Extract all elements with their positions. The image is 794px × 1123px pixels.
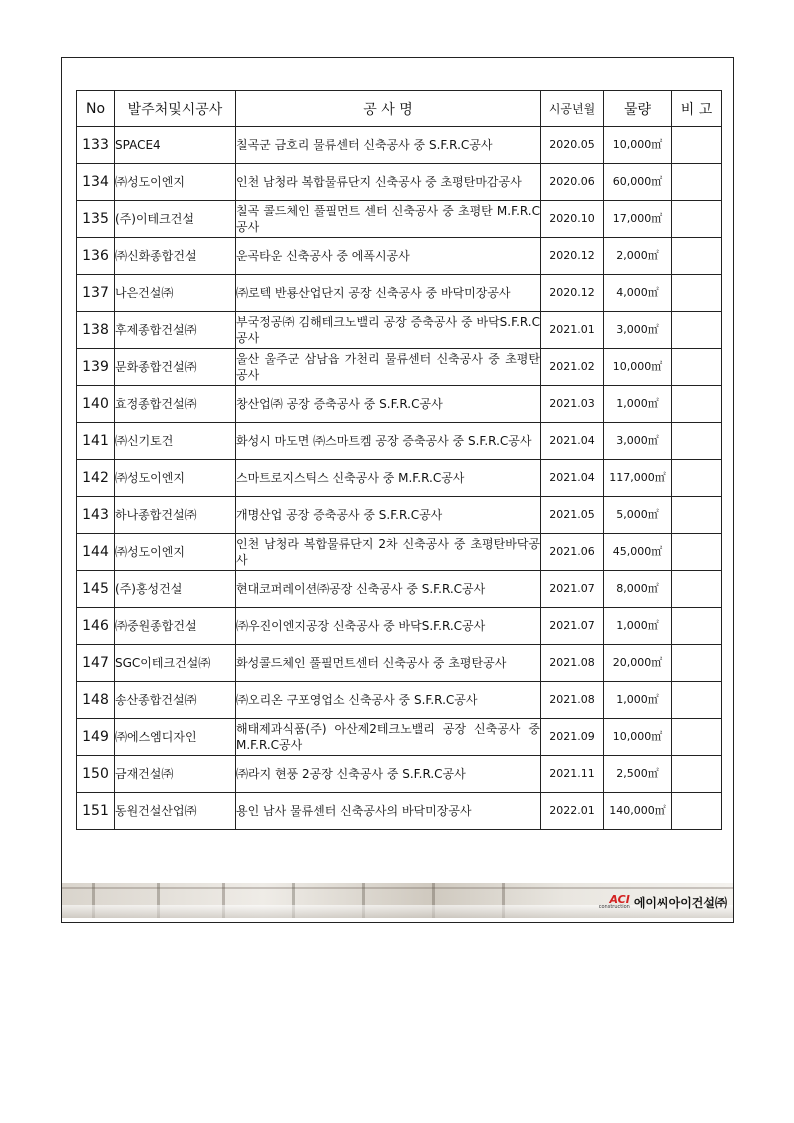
row-note: [672, 423, 722, 460]
row-no: 134: [77, 164, 115, 201]
row-quantity: 3,000㎡: [604, 312, 672, 349]
row-client: 송산종합건설㈜: [115, 682, 236, 719]
row-date: 2021.09: [541, 719, 604, 756]
row-project: ㈜라지 현풍 2공장 신축공사 중 S.F.R.C공사: [236, 756, 541, 793]
row-quantity: 17,000㎡: [604, 201, 672, 238]
row-date: 2021.05: [541, 497, 604, 534]
row-no: 149: [77, 719, 115, 756]
row-project: 개명산업 공장 증축공사 중 S.F.R.C공사: [236, 497, 541, 534]
header-date: 시공년월: [541, 91, 604, 127]
row-no: 146: [77, 608, 115, 645]
row-quantity: 4,000㎡: [604, 275, 672, 312]
row-project: 현대코퍼레이션㈜공장 신축공사 중 S.F.R.C공사: [236, 571, 541, 608]
table-row: [77, 682, 722, 719]
row-date: 2022.01: [541, 793, 604, 830]
company-brand: [599, 891, 727, 913]
row-date: 2021.04: [541, 460, 604, 497]
row-client: ㈜신기토건: [115, 423, 236, 460]
row-note: [672, 682, 722, 719]
row-note: [672, 608, 722, 645]
row-no: 151: [77, 793, 115, 830]
row-project: 칠곡군 금호리 물류센터 신축공사 중 S.F.R.C공사: [236, 127, 541, 164]
row-note: [672, 164, 722, 201]
row-project: ㈜우진이엔지공장 신축공사 중 바닥S.F.R.C공사: [236, 608, 541, 645]
row-quantity: 10,000㎡: [604, 349, 672, 386]
table-row: [77, 608, 722, 645]
row-project: 화성시 마도면 ㈜스마트켐 공장 증축공사 중 S.F.R.C공사: [236, 423, 541, 460]
row-note: [672, 719, 722, 756]
row-project: 칠곡 콜드체인 풀필먼트 센터 신축공사 중 초평탄 M.F.R.C공사: [236, 201, 541, 238]
row-date: 2020.05: [541, 127, 604, 164]
row-project: ㈜로텍 반룡산업단지 공장 신축공사 중 바닥미장공사: [236, 275, 541, 312]
logo-subtitle: construction: [598, 904, 630, 910]
row-quantity: 117,000㎡: [604, 460, 672, 497]
header-client: 발주처및시공사: [115, 91, 236, 127]
table-row: [77, 164, 722, 201]
document-frame: [61, 57, 734, 923]
row-quantity: 5,000㎡: [604, 497, 672, 534]
row-quantity: 8,000㎡: [604, 571, 672, 608]
table-row: [77, 386, 722, 423]
row-date: 2020.12: [541, 238, 604, 275]
row-note: [672, 312, 722, 349]
row-date: 2021.11: [541, 756, 604, 793]
row-quantity: 20,000㎡: [604, 645, 672, 682]
row-note: [672, 386, 722, 423]
header-project: 공 사 명: [236, 91, 541, 127]
row-quantity: 45,000㎡: [604, 534, 672, 571]
row-project: 창산업㈜ 공장 증축공사 중 S.F.R.C공사: [236, 386, 541, 423]
row-project: 울산 울주군 삼남읍 가천리 물류센터 신축공사 중 초평탄공사: [236, 349, 541, 386]
row-date: 2021.06: [541, 534, 604, 571]
table-row: [77, 497, 722, 534]
row-client: (주)이테크건설: [115, 201, 236, 238]
table-row: [77, 645, 722, 682]
row-date: 2020.10: [541, 201, 604, 238]
row-note: [672, 238, 722, 275]
row-no: 143: [77, 497, 115, 534]
row-client: ㈜에스엠디자인: [115, 719, 236, 756]
banner-ceiling-line: [62, 887, 733, 889]
table-row: [77, 201, 722, 238]
table-row: [77, 349, 722, 386]
row-no: 140: [77, 386, 115, 423]
row-quantity: 2,500㎡: [604, 756, 672, 793]
row-project: 스마트로지스틱스 신축공사 중 M.F.R.C공사: [236, 460, 541, 497]
header-quantity: 물량: [604, 91, 672, 127]
row-note: [672, 127, 722, 164]
row-client: ㈜성도이엔지: [115, 534, 236, 571]
row-date: 2021.01: [541, 312, 604, 349]
row-no: 141: [77, 423, 115, 460]
row-client: 나은건설㈜: [115, 275, 236, 312]
header-note: 비 고: [672, 91, 722, 127]
row-date: 2021.03: [541, 386, 604, 423]
table-row: [77, 793, 722, 830]
row-client: 금재건설㈜: [115, 756, 236, 793]
row-client: ㈜신화종합건설: [115, 238, 236, 275]
row-note: [672, 497, 722, 534]
row-quantity: 1,000㎡: [604, 386, 672, 423]
row-quantity: 2,000㎡: [604, 238, 672, 275]
row-no: 148: [77, 682, 115, 719]
row-no: 133: [77, 127, 115, 164]
row-project: ㈜오리온 구포영업소 신축공사 중 S.F.R.C공사: [236, 682, 541, 719]
row-client: 후제종합건설㈜: [115, 312, 236, 349]
row-client: SGC이테크건설㈜: [115, 645, 236, 682]
row-no: 142: [77, 460, 115, 497]
row-client: ㈜성도이엔지: [115, 164, 236, 201]
logo-mark: ACI: [609, 893, 630, 906]
table-row: [77, 534, 722, 571]
row-note: [672, 756, 722, 793]
row-date: 2021.07: [541, 608, 604, 645]
row-project: 화성콜드체인 풀필먼트센터 신축공사 중 초평탄공사: [236, 645, 541, 682]
table-row: [77, 275, 722, 312]
row-date: 2021.07: [541, 571, 604, 608]
row-date: 2021.02: [541, 349, 604, 386]
row-date: 2021.08: [541, 682, 604, 719]
row-project: 해태제과식품(주) 아산제2테크노밸리 공장 신축공사 중 M.F.R.C공사: [236, 719, 541, 756]
company-logo: [599, 894, 630, 910]
row-quantity: 60,000㎡: [604, 164, 672, 201]
works-table: [76, 90, 722, 830]
row-quantity: 10,000㎡: [604, 127, 672, 164]
row-quantity: 10,000㎡: [604, 719, 672, 756]
row-project: 용인 남사 물류센터 신축공사의 바닥미장공사: [236, 793, 541, 830]
row-note: [672, 534, 722, 571]
row-no: 139: [77, 349, 115, 386]
row-client: 동원건설산업㈜: [115, 793, 236, 830]
row-no: 150: [77, 756, 115, 793]
row-project: 인천 남청라 복합물류단지 신축공사 중 초평탄마감공사: [236, 164, 541, 201]
row-client: 하나종합건설㈜: [115, 497, 236, 534]
row-date: 2021.08: [541, 645, 604, 682]
row-client: 문화종합건설㈜: [115, 349, 236, 386]
company-name: 에이씨아이건설㈜: [633, 895, 727, 910]
header-no: No: [77, 91, 115, 127]
row-note: [672, 571, 722, 608]
row-note: [672, 349, 722, 386]
row-no: 147: [77, 645, 115, 682]
row-no: 135: [77, 201, 115, 238]
row-quantity: 3,000㎡: [604, 423, 672, 460]
row-client: ㈜성도이엔지: [115, 460, 236, 497]
row-no: 137: [77, 275, 115, 312]
row-no: 138: [77, 312, 115, 349]
row-quantity: 140,000㎡: [604, 793, 672, 830]
table-row: [77, 423, 722, 460]
row-client: 효정종합건설㈜: [115, 386, 236, 423]
table-row: [77, 719, 722, 756]
footer-banner: [62, 883, 733, 918]
row-note: [672, 460, 722, 497]
table-row: [77, 571, 722, 608]
table-row: [77, 312, 722, 349]
row-no: 136: [77, 238, 115, 275]
row-note: [672, 275, 722, 312]
row-quantity: 1,000㎡: [604, 682, 672, 719]
row-client: SPACE4: [115, 127, 236, 164]
row-note: [672, 201, 722, 238]
row-quantity: 1,000㎡: [604, 608, 672, 645]
row-note: [672, 793, 722, 830]
row-date: 2020.12: [541, 275, 604, 312]
table-row: [77, 756, 722, 793]
row-project: 부국정공㈜ 김해테크노밸리 공장 증축공사 중 바닥S.F.R.C공사: [236, 312, 541, 349]
row-date: 2021.04: [541, 423, 604, 460]
row-date: 2020.06: [541, 164, 604, 201]
row-client: ㈜중원종합건설: [115, 608, 236, 645]
row-note: [672, 645, 722, 682]
row-no: 144: [77, 534, 115, 571]
row-client: (주)홍성건설: [115, 571, 236, 608]
table-row: [77, 460, 722, 497]
table-row: [77, 238, 722, 275]
row-project: 운곡타운 신축공사 중 에폭시공사: [236, 238, 541, 275]
row-no: 145: [77, 571, 115, 608]
header-row: [77, 91, 722, 127]
row-project: 인천 남청라 복합물류단지 2차 신축공사 중 초평탄바닥공사: [236, 534, 541, 571]
table-row: [77, 127, 722, 164]
